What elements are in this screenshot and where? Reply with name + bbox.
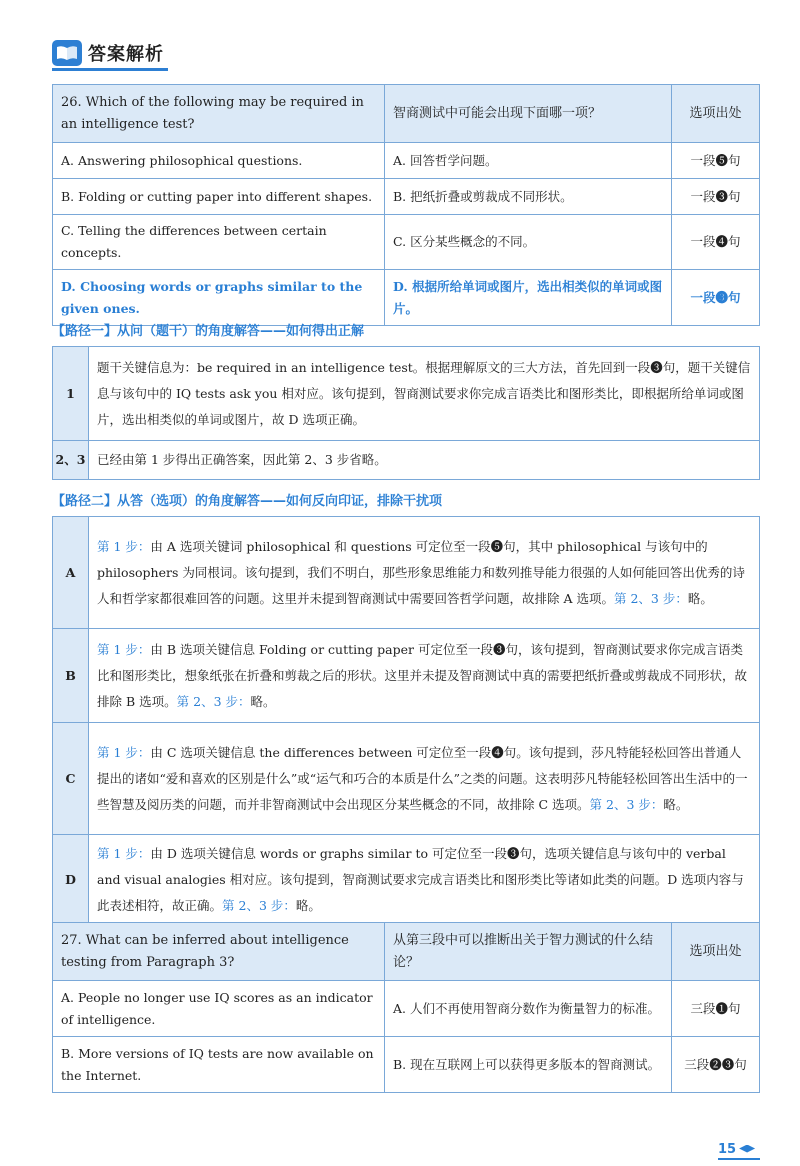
question-27-table [52,922,760,1093]
option-source: 三段❷❸句 [672,1037,760,1093]
table-row [53,629,760,723]
option-analysis [89,629,760,723]
analysis-text: 由 C 选项关键信息 the differences between 可定位至一段❹句。该句提到，莎凡特能轻松回答出普通人提出的诸如“爱和喜欢的区别是什么”或“运气和巧合的本质是什么”之类的问题。这表明莎凡特能轻松回答出生活中的一些智慧及阅历类的问题，而并非智商测试中会出现区分某些概念的不同，故排除 C 选项。 [97,744,748,812]
table-row [53,215,760,270]
option-zh: B. 现在互联网上可以获得更多版本的智商测试。 [385,1037,672,1093]
option-analysis [89,835,760,926]
section-title-text: 答案解析 [88,44,164,65]
step-key: 2、3 [53,441,89,480]
open-book-icon [52,40,82,66]
table-row [53,835,760,926]
page-number-underline [718,1158,760,1160]
analysis-tail: 略。 [295,898,321,913]
option-key: C [53,723,89,835]
header-underline [52,68,168,71]
source-header: 选项出处 [672,923,760,981]
option-analysis [89,723,760,835]
option-en: B. Folding or cutting paper into different shapes. [53,179,385,215]
option-source: 一段❸句 [672,179,760,215]
step-text: 题干关键信息为：be required in an intelligence test。根据理解原文的三大方法，首先回到一段❸句，题干关键信息与该句中的 IQ tests ask you 相对应。该句提到，智商测试要求你完成言语类比和图形类比，即根据所给单词或图片，选出相类似的单词或图片，故 D 选项正确。 [89,347,760,441]
option-zh: D. 根据所给单词或图片，选出相类似的单词或图片。 [385,270,672,326]
option-analysis [89,517,760,629]
table-row [53,723,760,835]
step-one-label: 第 1 步： [97,744,151,760]
step-two-three-label: 第 2、3 步： [176,693,251,709]
page-number-text: 15 [718,1142,737,1157]
table-row [53,179,760,215]
analysis-text: 由 D 选项关键信息 words or graphs similar to 可定位至一段❸句，选项关键信息与该句中的 verbal and visual analogies 相对应。该句提到，智商测试要求完成言语类比和图形类比等诸如此类的问题。D 选项内容与此表述相符，故正确。 [97,846,744,913]
question-en: 26. Which of the following may be required in an intelligence test? [53,85,385,143]
option-key: B [53,629,89,723]
step-one-label: 第 1 步： [97,538,151,554]
step-one-label: 第 1 步： [97,641,151,657]
page-number [718,1142,755,1157]
path-one-table [52,346,760,480]
analysis-tail: 略。 [663,796,689,812]
path-two-table [52,516,760,926]
section-header [52,38,168,68]
question-zh: 从第三段中可以推断出关于智力测试的什么结论？ [385,923,672,981]
step-key: 1 [53,347,89,441]
table-header-row [53,85,760,143]
option-zh: B. 把纸折叠或剪裁成不同形状。 [385,179,672,215]
option-source: 一段❺句 [672,143,760,179]
option-key: A [53,517,89,629]
option-source: 一段❸句 [672,270,760,326]
analysis-text: 由 A 选项关键词 philosophical 和 questions 可定位至一段❺句，其中 philosophical 与该句中的 philosophers 为同根词。该句提到，我们不明白，那些形象思维能力和数列推导能力很强的人如何能回答出优秀的诗人和哲学家都很难回答的问题。这里并未提到智商测试中需要回答哲学问题，故排除 A 选项。 [97,538,745,606]
table-row [53,517,760,629]
option-source: 一段❹句 [672,215,760,270]
table-row [53,441,760,480]
step-two-three-label: 第 2、3 步： [613,590,688,606]
option-key: D [53,835,89,926]
table-row [53,347,760,441]
analysis-tail: 略。 [250,693,276,709]
path-two-title: 【路径二】从答（选项）的角度解答——如何反向印证，排除干扰项 [52,494,443,509]
option-en: A. People no longer use IQ scores as an indicator of intelligence. [53,981,385,1037]
path-one-title: 【路径一】从问（题干）的角度解答——如何得出正解 [52,324,365,339]
step-one-label: 第 1 步： [97,846,151,861]
option-zh: A. 回答哲学问题。 [385,143,672,179]
graduation-cap-icon [739,1145,755,1155]
table-header-row [53,923,760,981]
question-zh: 智商测试中可能会出现下面哪一项？ [385,85,672,143]
option-zh: C. 区分某些概念的不同。 [385,215,672,270]
table-row [53,1037,760,1093]
option-zh: A. 人们不再使用智商分数作为衡量智力的标准。 [385,981,672,1037]
analysis-tail: 略。 [687,590,713,606]
step-text: 已经由第 1 步得出正确答案，因此第 2、3 步省略。 [89,441,760,480]
step-two-three-label: 第 2、3 步： [589,796,664,812]
question-en: 27. What can be inferred about intelligence testing from Paragraph 3? [53,923,385,981]
analysis-text: 由 B 选项关键信息 Folding or cutting paper 可定位至一段❸句，该句提到，智商测试要求你完成言语类比和图形类比，想象纸张在折叠和剪裁之后的形状。这里并未提及智商测试中真的需要把纸折叠或剪裁成不同形状，故排除 B 选项。 [97,641,748,709]
step-two-three-label: 第 2、3 步： [222,898,296,913]
table-row-correct [53,270,760,326]
option-en: D. Choosing words or graphs similar to the given ones. [53,270,385,326]
table-row [53,143,760,179]
option-en: C. Telling the differences between certain concepts. [53,215,385,270]
option-en: B. More versions of IQ tests are now available on the Internet. [53,1037,385,1093]
question-26-table [52,84,760,326]
option-source: 三段❶句 [672,981,760,1037]
table-row [53,981,760,1037]
source-header: 选项出处 [672,85,760,143]
option-en: A. Answering philosophical questions. [53,143,385,179]
